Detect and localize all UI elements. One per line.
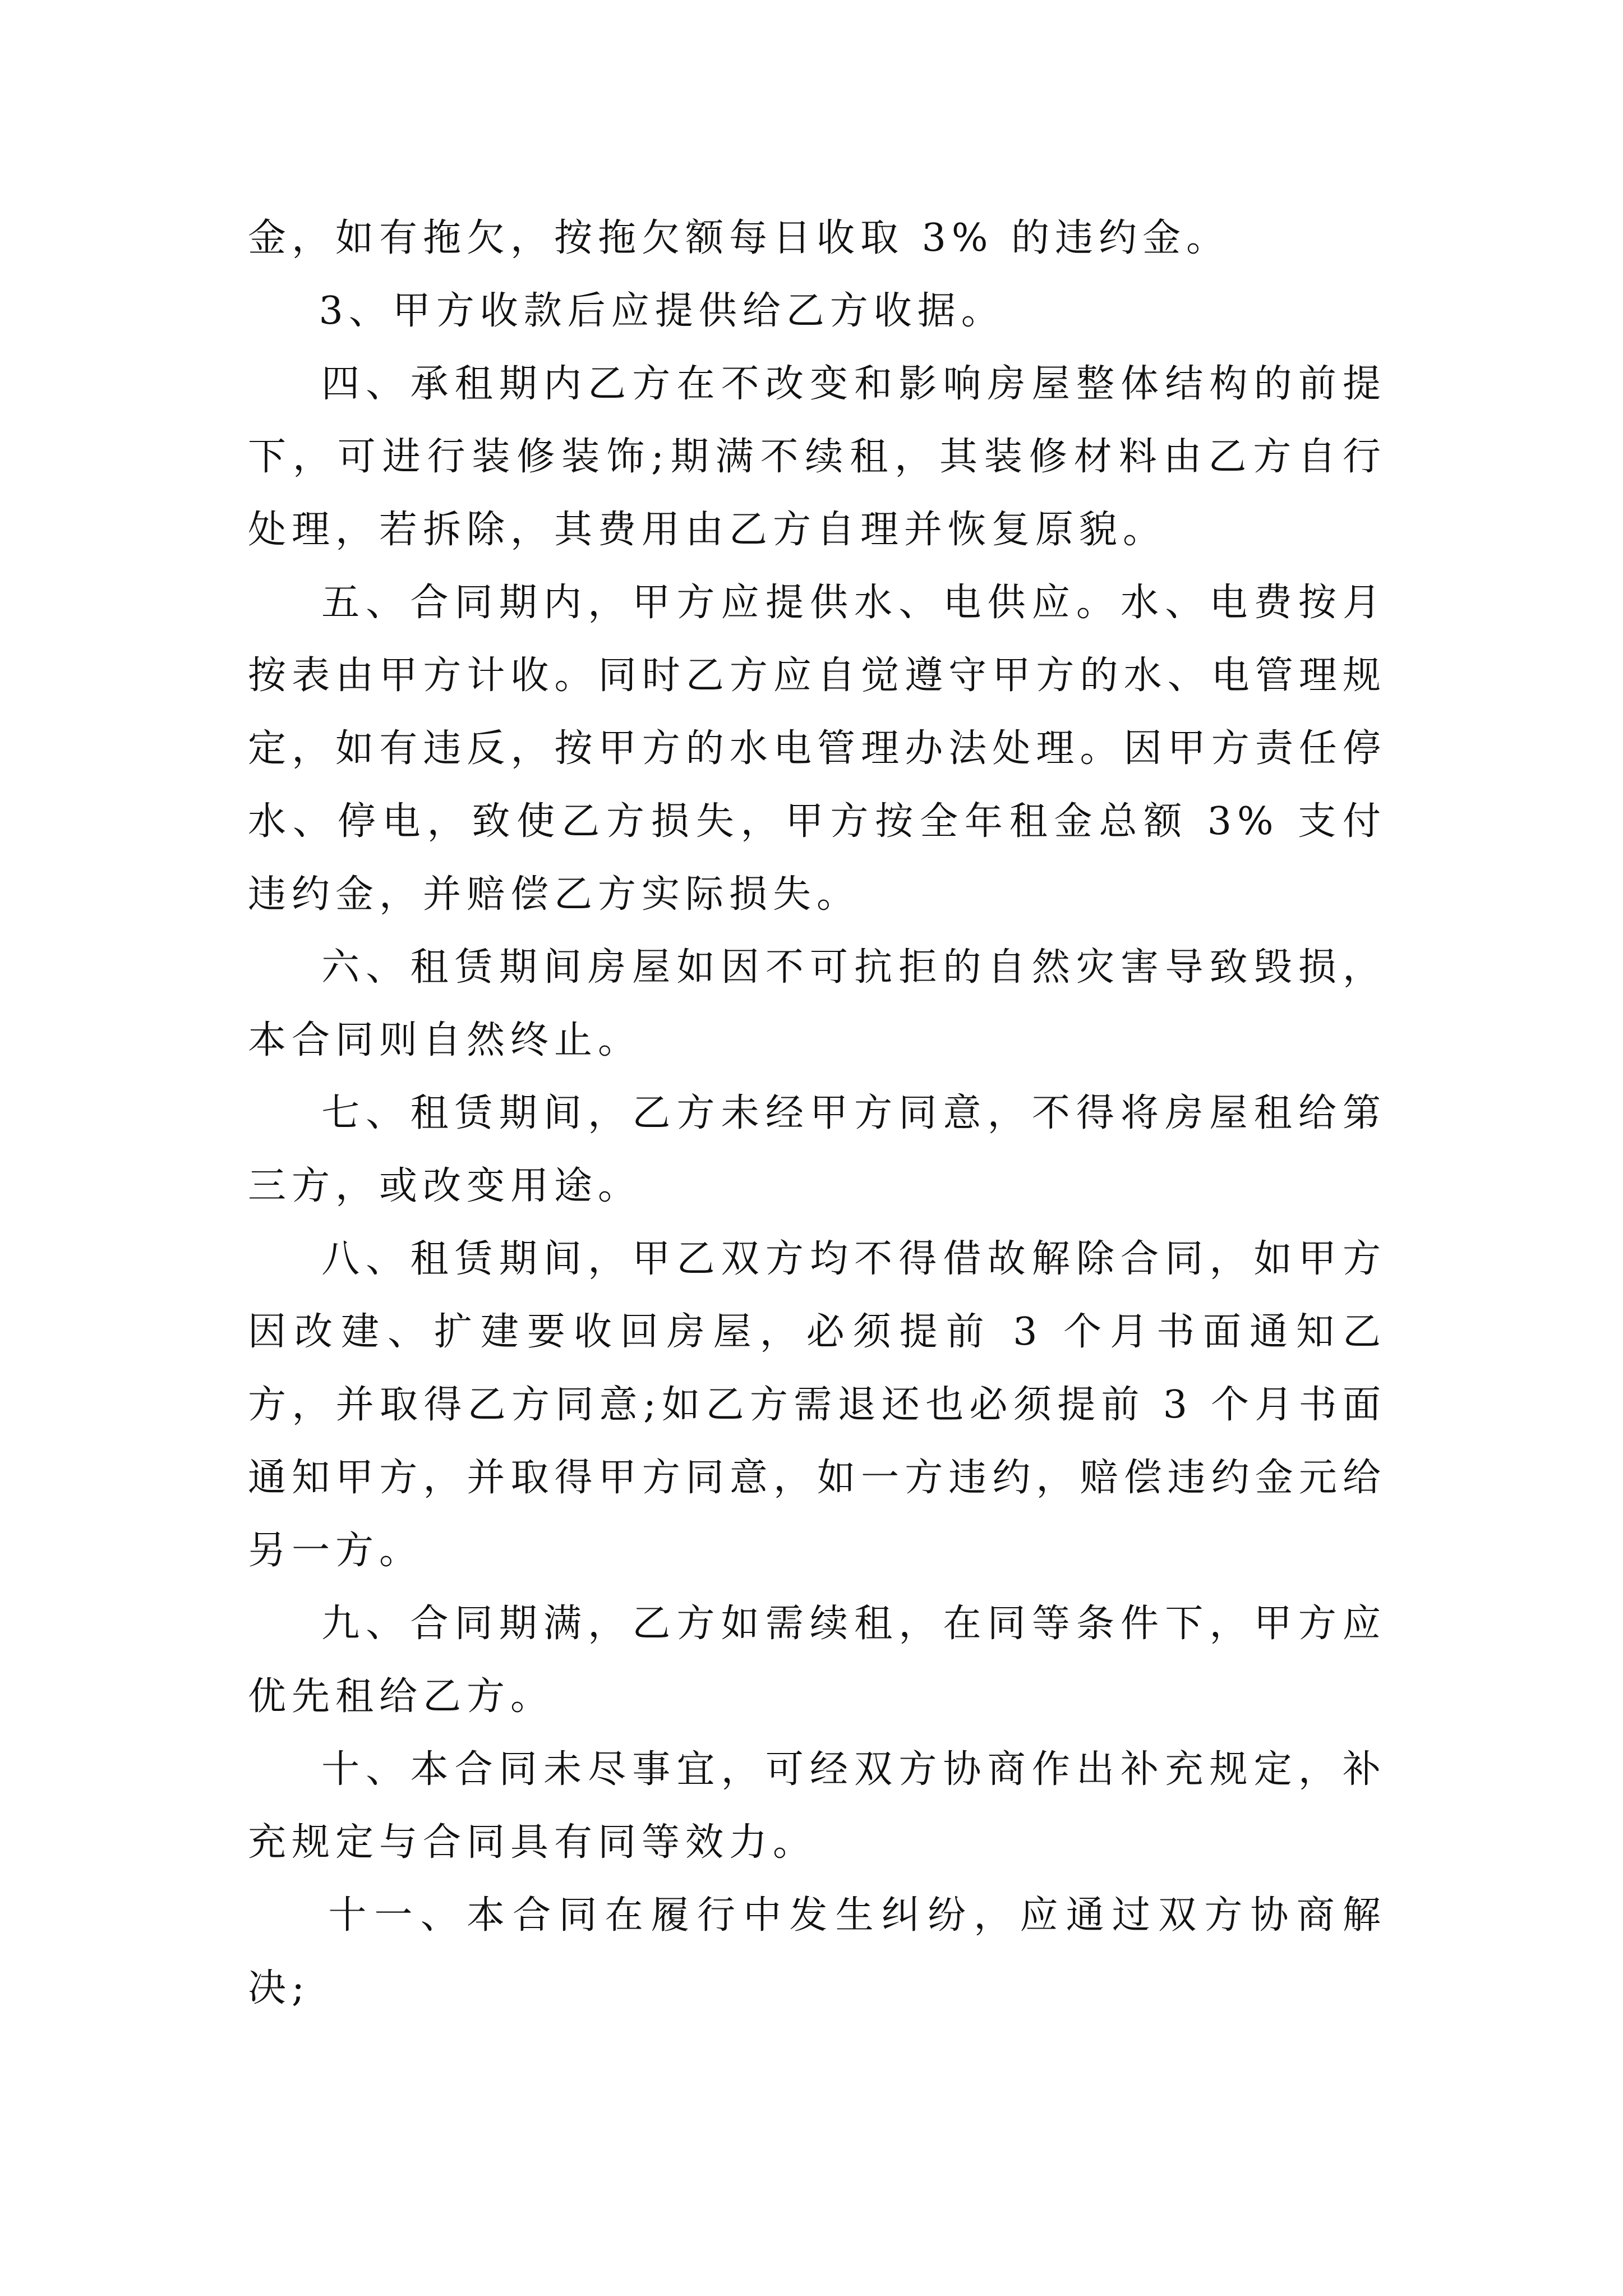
paragraph-10-supplement: 十、本合同未尽事宜，可经双方协商作出补充规定，补充规定与合同具有同等效力。: [248, 1747, 1386, 1865]
paragraph-7-sublease: 七、租赁期间，乙方未经甲方同意，不得将房屋租给第三方，或改变用途。: [248, 1091, 1386, 1208]
paragraph-9-renewal: 九、合同期满，乙方如需续租，在同等条件下，甲方应优先租给乙方。: [248, 1602, 1386, 1719]
paragraph-5-utilities: 五、合同期内，甲方应提供水、电供应。水、电费按月按表由甲方计收。同时乙方应自觉遵守甲方的水、电管理规定，如有违反，按甲方的水电管理办法处理。因甲方责任停水、停电，致使乙方损失，甲方按全年租金总额 3% 支付违约金，并赔偿乙方实际损失。: [248, 581, 1386, 917]
paragraph-3-receipt: 3、甲方收款后应提供给乙方收据。: [248, 289, 1005, 333]
paragraph-1-continuation: 金，如有拖欠，按拖欠额每日收取 3% 的违约金。: [248, 216, 1230, 260]
paragraph-4-renovation: 四、承租期内乙方在不改变和影响房屋整体结构的前提下，可进行装修装饰;期满不续租，其装修材料由乙方自行处理，若拆除，其费用由乙方自理并恢复原貌。: [248, 362, 1386, 552]
paragraph-6-force-majeure: 六、租赁期间房屋如因不可抗拒的自然灾害导致毁损，本合同则自然终止。: [248, 945, 1386, 1062]
paragraph-11-disputes: 十一、本合同在履行中发生纠纷，应通过双方协商解决;: [248, 1893, 1386, 2010]
contract-text-body: [248, 202, 1386, 2025]
paragraph-8-termination: 八、租赁期间，甲乙双方均不得借故解除合同，如甲方因改建、扩建要收回房屋，必须提前 3 个月书面通知乙方，并取得乙方同意;如乙方需退还也必须提前 3 个月书面通知甲方，并取得甲方同意，如一方违约，赔偿违约金元给另一方。: [248, 1237, 1386, 1573]
